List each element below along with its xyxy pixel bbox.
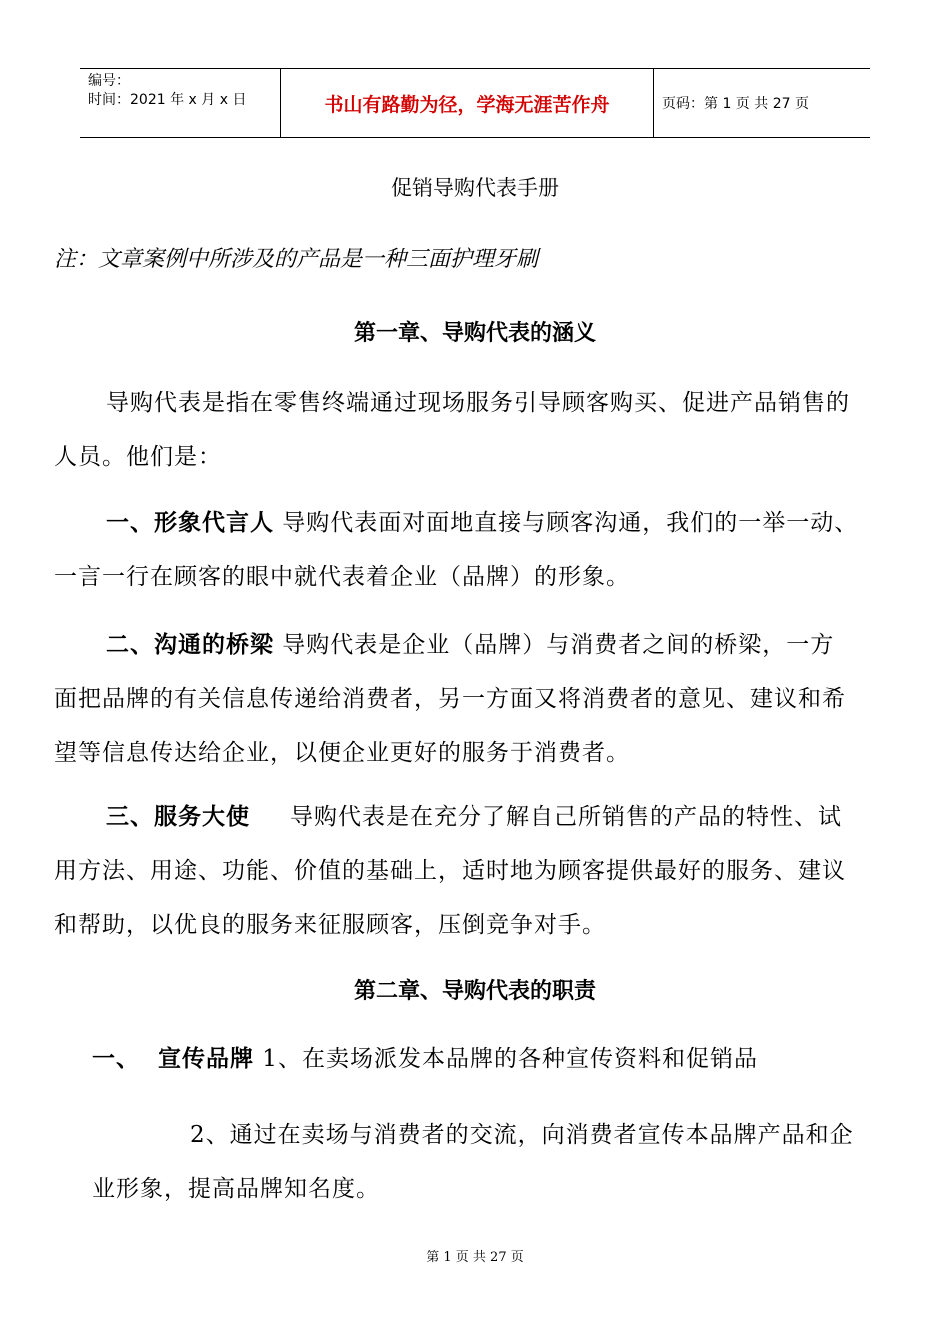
duty-1-number: 一、 xyxy=(92,1045,140,1072)
item-2-heading: 二、沟通的桥梁 xyxy=(106,631,274,658)
intro-line-2: 人员。他们是： xyxy=(54,444,222,470)
duty-1-paragraph xyxy=(54,1032,900,1086)
item-1-line-2: 一言一行在顾客的眼中就代表着企业（品牌）的形象。 xyxy=(54,564,630,590)
item-2-line-2: 面把品牌的有关信息传递给消费者，另一方面又将消费者的意见、建议和希 xyxy=(54,686,846,712)
item-1-line-1: 导购代表面对面地直接与顾客沟通，我们的一举一动、 xyxy=(274,510,859,536)
header-meta xyxy=(80,69,280,137)
intro-line-1: 导购代表是指在零售终端通过现场服务引导顾客购买、促进产品销售的 xyxy=(106,390,850,416)
item-3-line-2: 用方法、用途、功能、价值的基础上，适时地为顾客提供最好的服务、建议 xyxy=(54,858,846,884)
header-table xyxy=(80,68,870,138)
item-1-paragraph xyxy=(54,496,900,604)
footer-page-number: 第 1 页 共 27 页 xyxy=(426,1250,524,1265)
duty-1-sub-2-line-1: 2、通过在卖场与消费者的交流，向消费者宣传本品牌产品和企 xyxy=(190,1122,854,1148)
item-1-heading: 一、形象代言人 xyxy=(106,509,274,536)
number-label: 编号： xyxy=(88,73,130,89)
document-note: 注：文章案例中所涉及的产品是一种三面护理牙刷 xyxy=(54,247,539,272)
item-2-line-3: 望等信息传达给企业，以便企业更好的服务于消费者。 xyxy=(54,740,630,766)
item-2-line-1: 导购代表是企业（品牌）与消费者之间的桥梁，一方 xyxy=(274,632,835,658)
chapter-1-heading: 第一章、导购代表的涵义 xyxy=(353,320,596,346)
time-label: 时间：2021 年 x 月 x 日 xyxy=(88,92,247,108)
item-3-line-1: 导购代表是在充分了解自己所销售的产品的特性、试 xyxy=(290,804,842,830)
duty-1-line-1: 1、在卖场派发本品牌的各种宣传资料和促销品 xyxy=(254,1046,758,1072)
duty-1-sub-2-line-2: 业形象，提高品牌知名度。 xyxy=(92,1176,380,1202)
header-page-code: 页码：第 1 页 共 27 页 xyxy=(662,96,809,112)
item-3-heading: 三、服务大使 xyxy=(106,803,250,830)
page-footer xyxy=(0,1246,950,1265)
document-title: 促销导购代表手册 xyxy=(391,176,559,200)
header-motto: 书山有路勤为径，学海无涯苦作舟 xyxy=(280,69,654,137)
chapter-2-heading: 第二章、导购代表的职责 xyxy=(353,978,596,1004)
item-3-paragraph xyxy=(54,790,900,952)
item-2-paragraph xyxy=(54,618,900,780)
item-3-line-3: 和帮助，以优良的服务来征服顾客，压倒竞争对手。 xyxy=(54,912,606,938)
intro-paragraph xyxy=(54,376,900,484)
duty-1-sub-2 xyxy=(54,1108,900,1216)
duty-1-heading: 宣传品牌 xyxy=(158,1045,254,1072)
